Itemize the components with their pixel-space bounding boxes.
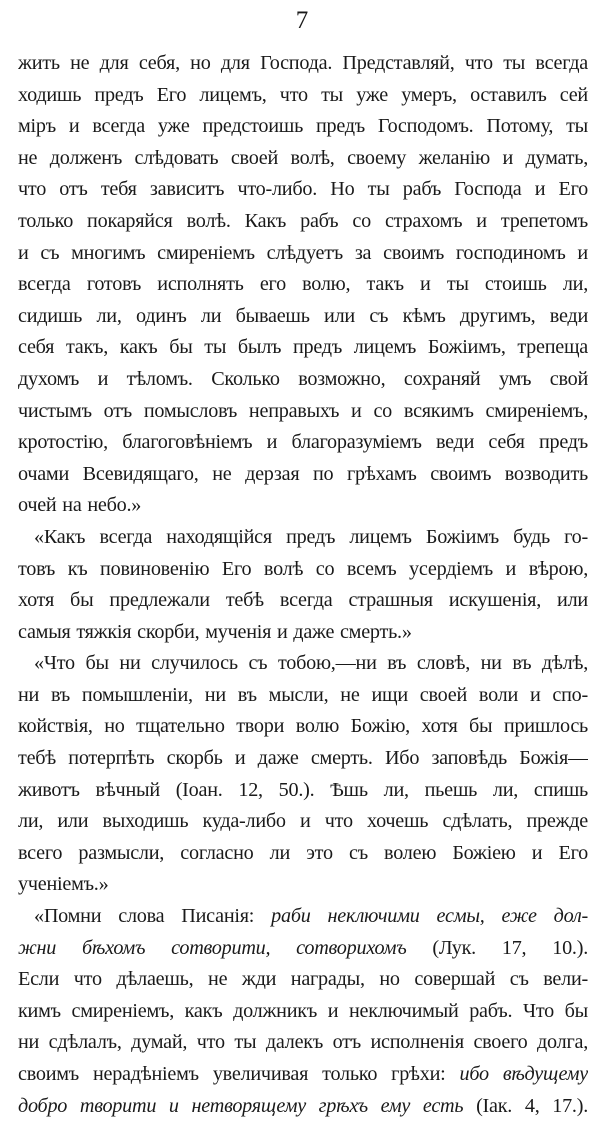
text-line: не долженъ слѣдовать своей волѣ, своему желанію и думать,: [18, 146, 588, 169]
text-line: что отъ тебя зависитъ что-либо. Но ты рабъ Господа и Его: [18, 178, 588, 201]
text-line: койствія, но тщательно твори волю Божію, хотя бы пришлось: [18, 715, 588, 738]
text-segment: «Помни слова Писанія:: [34, 905, 272, 928]
text-line: «Что бы ни случилось съ тобою,—ни въ словѣ, ни въ дѣлѣ,: [34, 652, 588, 675]
text-line: всего размысли, согласно ли это съ волею Божіею и Его: [18, 841, 588, 864]
text-line: ни въ помышленіи, ни въ мысли, не ищи своей воли и спо-: [18, 683, 588, 706]
scripture-reference: (Іак. 4, 17.).: [463, 1094, 588, 1117]
scripture-quote: добро творити и нетворящему грѣхъ ему есть: [18, 1094, 464, 1117]
text-segment: своимъ нерадѣніемъ увеличивая только грѣхи:: [18, 1063, 460, 1085]
text-line: кротостію, благоговѣніемъ и благоразуміемъ веди себя предъ: [18, 431, 588, 454]
text-line: духомъ и тѣломъ. Сколько возможно, сохраняй умъ свой: [18, 367, 588, 390]
text-line: хотя бы предлежали тебѣ всегда страшныя искушенія, или: [18, 589, 588, 612]
text-line: кимъ смиреніемъ, какъ должникъ и неключимый рабъ. Что бы: [18, 999, 588, 1022]
text-line: сидишь ли, одинъ ли бываешь или съ кѣмъ другимъ, веди: [18, 304, 588, 327]
text-line: себя такъ, какъ бы ты былъ предъ лицемъ Божіимъ, трепеща: [18, 336, 588, 359]
text-line: [18, 1059, 588, 1091]
text-line: ученіемъ.»: [18, 873, 109, 896]
scripture-reference: (Лук. 17, 10.).: [406, 936, 588, 959]
text-line: и съ многимъ смиреніемъ слѣдуетъ за своимъ господиномъ и: [18, 241, 588, 264]
text-line: чистымъ отъ помысловъ неправыхъ и со всякимъ смиреніемъ,: [18, 399, 588, 422]
text-line: очей на небо.»: [18, 494, 142, 517]
text-line: [18, 933, 588, 965]
text-line: очами Всевидящаго, не дерзая по грѣхамъ своимъ возводить: [18, 462, 588, 485]
scripture-quote: жни бѣхомъ сотворити, сотворихомъ: [18, 936, 407, 959]
text-line: міръ и всегда уже предстоишь предъ Господомъ. Потому, ты: [18, 115, 588, 138]
text-line: животъ вѣчный (Іоан. 12, 50.). Ѣшь ли, пьешь ли, спишь: [18, 778, 588, 801]
text-line: ни сдѣлалъ, думай, что ты далекъ отъ исполненія своего долга,: [18, 1031, 588, 1054]
text-line: ходишь предъ Его лицемъ, что ты уже умеръ, оставилъ сей: [18, 83, 588, 106]
text-lines: [18, 48, 588, 901]
scripture-quote: раби неключими есмы, еже дол-: [271, 905, 588, 928]
text-line: жить не для себя, но для Господа. Представляй, что ты всегда: [18, 52, 588, 74]
text-line: самыя тяжкія скорби, мученія и даже смерть.»: [18, 620, 412, 643]
text-line: только покаряйся волѣ. Какъ рабъ со страхомъ и трепетомъ: [18, 209, 588, 232]
scripture-quote: ибо вѣдущему: [459, 1063, 588, 1085]
text-line: товъ къ повиновенію Его волѣ со всемъ усердіемъ и вѣрою,: [18, 557, 588, 580]
text-line: всегда готовъ исполнять его волю, такъ и ты стоишь ли,: [18, 273, 588, 296]
text-line: Если что дѣлаешь, не жди награды, но совершай съ вели-: [18, 968, 588, 991]
text-line: тебѣ потерпѣть скорбь и даже смерть. Ибо заповѣдь Божія—: [18, 747, 588, 770]
body-text: [18, 48, 588, 1122]
final-paragraph: [18, 901, 588, 1122]
text-line: ли, или выходишь куда-либо и что хочешь сдѣлать, прежде: [18, 810, 588, 833]
text-line: [18, 901, 588, 933]
text-line: «Какъ всегда находящійся предъ лицемъ Божіимъ будь го-: [34, 525, 588, 548]
page-number: 7: [295, 7, 309, 34]
text-line: [18, 1091, 588, 1122]
